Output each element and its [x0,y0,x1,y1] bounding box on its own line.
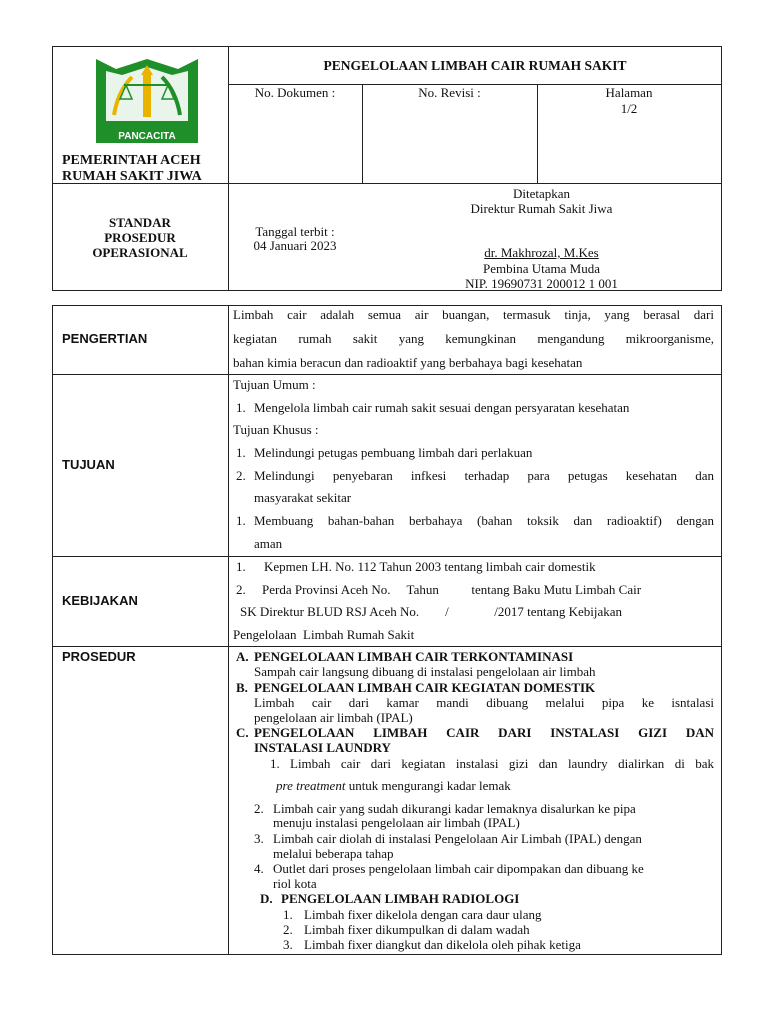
prosedur-c1-line-2 [276,778,511,794]
page-value: 1/2 [620,101,638,116]
sop-line-3: OPERASIONAL [92,245,188,260]
doc-no-label: No. Dokumen : [254,85,336,100]
page-label: Halaman [605,85,653,100]
rev-no-label: No. Revisi : [418,85,481,100]
prosedur-c-letter: C. [236,725,249,740]
prosedur-b-text-2: pengelolaan air limbah (IPAL) [254,710,413,725]
kebijakan-1: Kepmen LH. No. 112 Tahun 2003 tentang limbah cair domestik [264,559,596,574]
prosedur-c1-num: 1. [270,756,280,771]
prosedur-b-letter: B. [236,680,248,695]
tujuan-khusus-3b: aman [254,536,283,551]
prosedur-c-title-2: INSTALASI LAUNDRY [254,740,391,755]
signer-nip: NIP. 19690731 200012 1 001 [465,276,618,291]
prosedur-d-letter: D. [260,891,273,906]
logo-text: PANCACITA [118,131,176,142]
prosedur-c4-line-2: riol kota [273,876,317,891]
prosedur-label: PROSEDUR [62,649,136,664]
prosedur-a-letter: A. [236,649,249,664]
prosedur-b-title: PENGELOLAAN LIMBAH CAIR KEGIATAN DOMESTIK [254,680,596,695]
prosedur-c2-line-1: Limbah cair yang sudah dikurangi kadar lemaknya disalurkan ke pipa [273,801,636,816]
kebijakan-3b: Pengelolaan Limbah Rumah Sakit [233,627,415,642]
prosedur-c2-num: 2. [254,801,264,816]
tujuan-khusus-3-num: 1. [236,513,246,528]
kebijakan-label: KEBIJAKAN [62,593,138,608]
tujuan-umum-1: Mengelola limbah cair rumah sakit sesuai dengan persyaratan kesehatan [254,400,630,415]
approver-title: Direktur Rumah Sakit Jiwa [470,201,613,216]
tujuan-umum-1-num: 1. [236,400,246,415]
kebijakan-3a: SK Direktur BLUD RSJ Aceh No. / /2017 tentang Kebijakan [240,604,623,619]
doc-title: PENGELOLAAN LIMBAH CAIR RUMAH SAKIT [323,58,627,73]
kebijakan-2-num: 2. [236,582,246,597]
prosedur-a-title: PENGELOLAAN LIMBAH CAIR TERKONTAMINASI [254,649,574,664]
pengertian-line-1: Limbah cair adalah semua air buangan, termasuk tinja, yang berasal dari [233,307,714,322]
prosedur-c3-line-2: melalui beberapa tahap [273,846,394,861]
sop-line-2: PROSEDUR [104,230,176,245]
pancacita-logo [92,55,202,145]
pre-treatment-term: pre treatment [276,778,346,793]
pengertian-label: PENGERTIAN [62,331,148,346]
prosedur-d1-num: 1. [283,907,293,922]
tujuan-khusus-3a: Membuang bahan-bahan berbahaya (bahan toksik dan radioaktif) dengan [254,513,714,528]
prosedur-b-text-1: Limbah cair dari kamar mandi dibuang melalui pipa ke isntalasi [254,695,714,710]
prosedur-c2-line-2: menuju instalasi pengelolaan air limbah (IPAL) [273,815,520,830]
org-line-1: PEMERINTAH ACEH [62,153,201,168]
sop-line-1: STANDAR [109,215,171,230]
pengertian-line-3: bahan kimia beracun dan radioaktif yang berbahaya bagi kesehatan [233,355,583,370]
org-line-2: RUMAH SAKIT JIWA [62,169,202,184]
prosedur-c4-line-1: Outlet dari proses pengelolaan limbah cair dipompakan dan dibuang ke [273,861,644,876]
issue-label: Tanggal terbit : [255,224,335,239]
prosedur-d3: Limbah fixer diangkut dan dikelola oleh pihak ketiga [304,937,581,952]
tujuan-khusus-2a: Melindungi penyebaran infkesi terhadap para petugas kesehatan dan [254,468,714,483]
prosedur-c4-num: 4. [254,861,264,876]
prosedur-c3-num: 3. [254,831,264,846]
prosedur-d2-num: 2. [283,922,293,937]
issue-date: 04 Januari 2023 [253,238,337,253]
prosedur-c1-line-2-rest: untuk mengurangi kadar lemak [345,778,511,793]
tujuan-umum-label: Tujuan Umum : [233,377,316,392]
prosedur-d-title: PENGELOLAAN LIMBAH RADIOLOGI [281,891,520,906]
kebijakan-1-num: 1. [236,559,246,574]
tujuan-khusus-label: Tujuan Khusus : [233,422,319,437]
tujuan-khusus-2b: masyarakat sekitar [254,490,352,505]
signer-name: dr. Makhrozal, M.Kes [484,245,599,260]
prosedur-d1: Limbah fixer dikelola dengan cara daur ulang [304,907,542,922]
tujuan-khusus-1-num: 1. [236,445,246,460]
prosedur-c-title-1: PENGELOLAAN LIMBAH CAIR DARI INSTALASI GIZI DAN [254,725,714,740]
tujuan-label: TUJUAN [62,457,115,472]
tujuan-khusus-1: Melindungi petugas pembuang limbah dari perlakuan [254,445,533,460]
prosedur-c1-line-1: Limbah cair dari kegiatan instalasi gizi dan laundry dialirkan di bak [290,756,714,771]
pengertian-line-2: kegiatan rumah sakit yang kemungkinan mengandung mikroorganisme, [233,331,714,346]
prosedur-c3-line-1: Limbah cair diolah di instalasi Pengelolaan Air Limbah (IPAL) dengan [273,831,642,846]
approved-label: Ditetapkan [512,186,571,201]
prosedur-a-text: Sampah cair langsung dibuang di instalasi pengelolaan air limbah [254,664,596,679]
prosedur-d2: Limbah fixer dikumpulkan di dalam wadah [304,922,530,937]
tujuan-khusus-2-num: 2. [236,468,246,483]
kebijakan-2: Perda Provinsi Aceh No. Tahun tentang Baku Mutu Limbah Cair [262,582,642,597]
signer-rank: Pembina Utama Muda [483,261,600,276]
prosedur-d3-num: 3. [283,937,293,952]
